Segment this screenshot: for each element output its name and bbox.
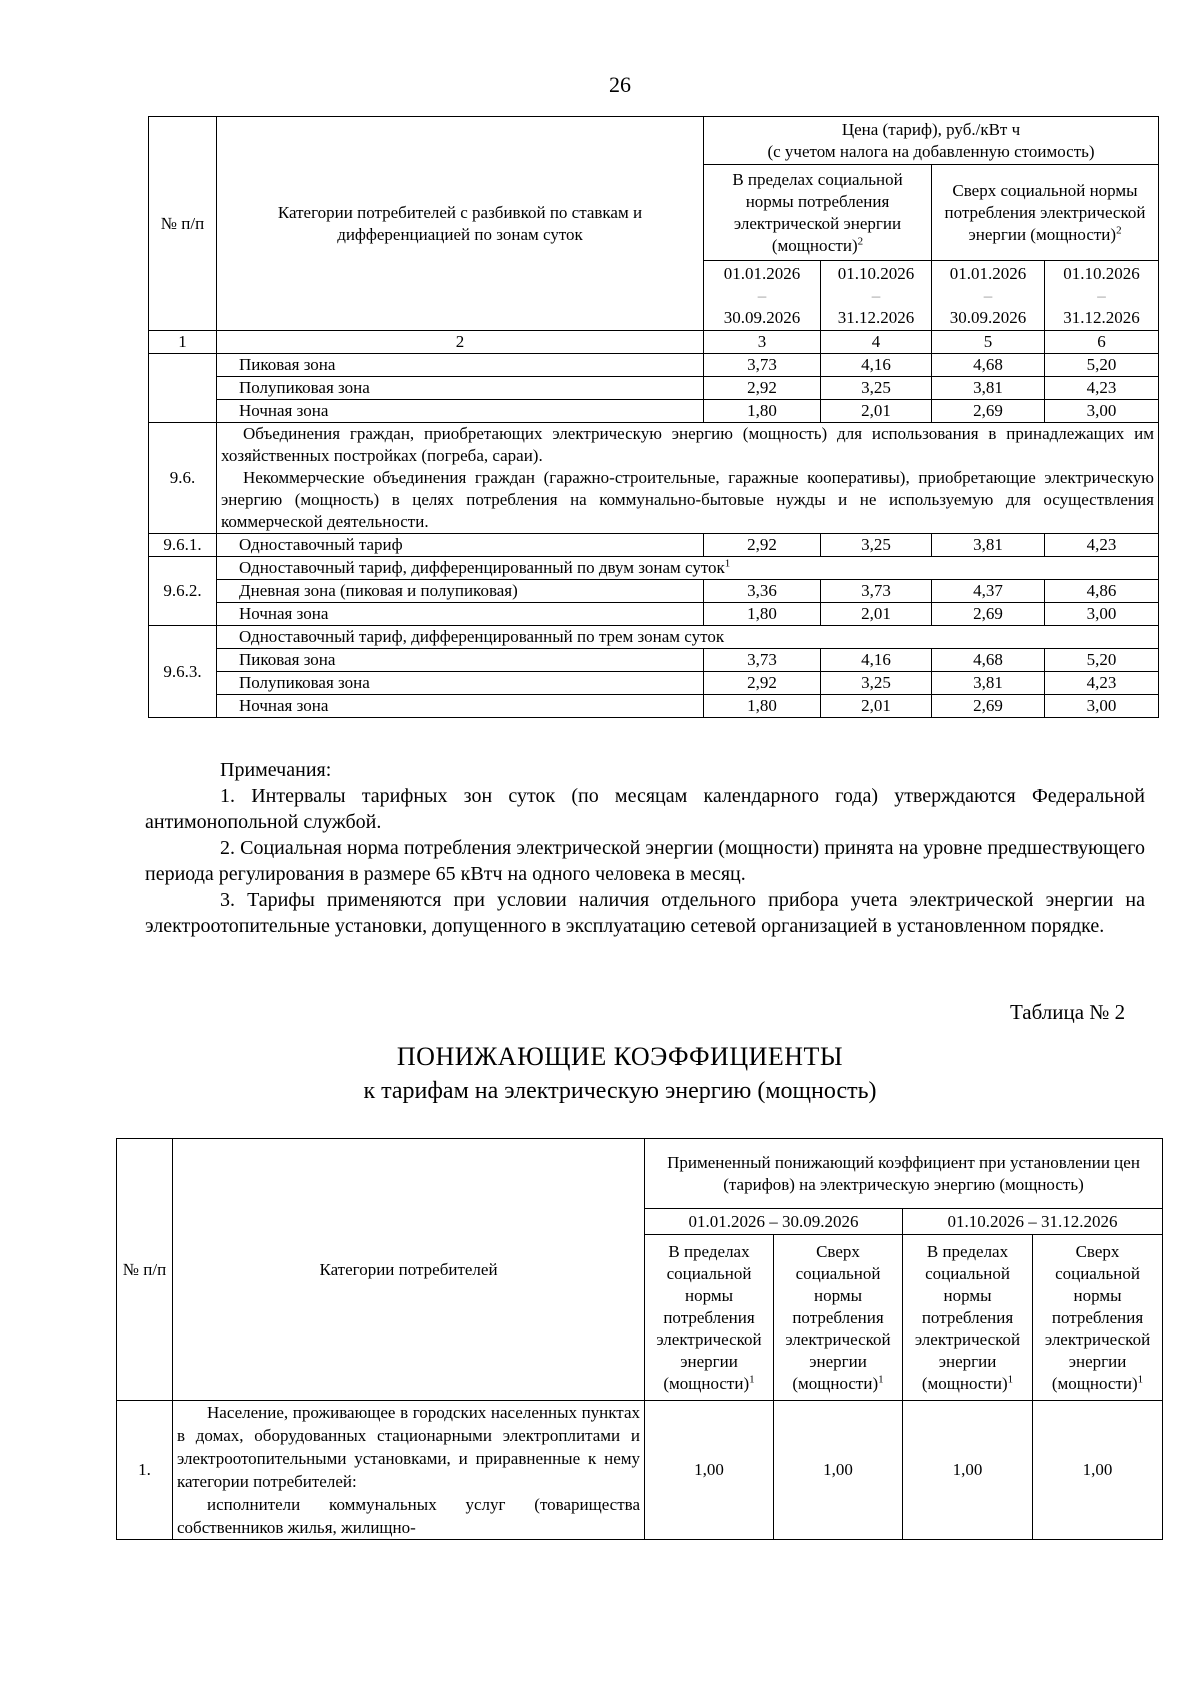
value-cell: 2,01 bbox=[821, 695, 932, 718]
row-label: Полупиковая зона bbox=[217, 672, 704, 695]
value-cell: 3,00 bbox=[1045, 603, 1159, 626]
value-cell: 3,73 bbox=[704, 354, 821, 377]
price-header-line2: (с учетом налога на добавленную стоимость) bbox=[767, 141, 1095, 161]
price-header bbox=[704, 117, 1159, 165]
footnote-marker: 1 bbox=[724, 557, 731, 570]
value-cell: 3,00 bbox=[1045, 400, 1159, 423]
row-number: 9.6. bbox=[149, 423, 217, 534]
row-label: Дневная зона (пиковая и полупиковая) bbox=[217, 580, 704, 603]
table-row bbox=[149, 603, 1159, 626]
period-header bbox=[1045, 261, 1159, 331]
value-cell: 4,16 bbox=[821, 354, 932, 377]
period-header bbox=[704, 261, 821, 331]
period-end: 31.12.2026 bbox=[1063, 307, 1140, 327]
within-norm-header bbox=[645, 1235, 774, 1401]
subsection-head-text: Одноставочный тариф, дифференцированный по двум зонам суток bbox=[239, 558, 725, 577]
page-number: 26 bbox=[609, 72, 631, 97]
section-description bbox=[217, 423, 1159, 534]
value-cell: 3,81 bbox=[932, 377, 1045, 400]
value-cell: 3,25 bbox=[821, 377, 932, 400]
col-number: 3 bbox=[704, 331, 821, 354]
row-label: Полупиковая зона bbox=[217, 377, 704, 400]
period-header: 01.01.2026 – 30.09.2026 bbox=[645, 1209, 903, 1235]
value-cell: 4,37 bbox=[932, 580, 1045, 603]
period-dash: – bbox=[983, 285, 993, 305]
section-row bbox=[149, 423, 1159, 534]
row-number: 9.6.2. bbox=[149, 557, 217, 626]
tariff-table bbox=[148, 116, 1159, 718]
above-norm-header bbox=[1033, 1235, 1163, 1401]
value-cell: 2,69 bbox=[932, 695, 1045, 718]
subsection-head: Одноставочный тариф, дифференцированный по трем зонам суток bbox=[217, 626, 1159, 649]
notes-heading: Примечания: bbox=[220, 759, 332, 781]
table-row bbox=[149, 354, 1159, 377]
price-header-line1: Цена (тариф), руб./кВт ч bbox=[841, 119, 1021, 139]
value-cell: 3,81 bbox=[932, 672, 1045, 695]
value-cell: 5,20 bbox=[1045, 354, 1159, 377]
row-label: Пиковая зона bbox=[217, 649, 704, 672]
col-no-header: № п/п bbox=[117, 1139, 173, 1401]
value-cell: 2,92 bbox=[704, 534, 821, 557]
footnote-marker: 1 bbox=[749, 1372, 755, 1385]
above-norm-header bbox=[932, 165, 1159, 261]
above-norm-text: Сверх социальной нормы потребления электрической энергии (мощности) bbox=[785, 1241, 891, 1393]
table-row bbox=[149, 695, 1159, 718]
value-cell: 4,68 bbox=[932, 354, 1045, 377]
above-norm-header bbox=[774, 1235, 903, 1401]
note-1: 1. Интервалы тарифных зон суток (по месяцам календарного года) утверждаются Федеральной антимонопольной службой. bbox=[145, 785, 1145, 833]
value-cell: 3,25 bbox=[821, 534, 932, 557]
within-norm-header bbox=[704, 165, 932, 261]
note-3: 3. Тарифы применяются при условии наличия отдельного прибора учета электрической энергии на электроотопительные установки, допущенного в эксплуатацию сетевой организацией в установленном порядке. bbox=[145, 889, 1145, 937]
row-text: Население, проживающее в городских населенных пунктах в домах, оборудованных стационарными электроплитами и электроотопительными установками, и приравненные к нему категории потребителей: bbox=[177, 1403, 640, 1491]
row-number: 9.6.1. bbox=[149, 534, 217, 557]
col-no-header: № п/п bbox=[149, 117, 217, 331]
col-number: 2 bbox=[217, 331, 704, 354]
section-text: Некоммерческие объединения граждан (гаражно-строительные, гаражные кооперативы), приобретающие электрическую энергию (мощность) в целях потребления на коммунально-бытовые нужды и не используемую для осуществления коммерческой деятельности. bbox=[221, 468, 1154, 531]
footnote-marker: 2 bbox=[857, 234, 864, 247]
table-2-subtitle: к тарифам на электрическую энергию (мощность) bbox=[363, 1078, 877, 1104]
col-number: 6 bbox=[1045, 331, 1159, 354]
table-row bbox=[149, 534, 1159, 557]
table-row bbox=[117, 1401, 1163, 1540]
above-norm-text: Сверх социальной нормы потребления электрической энергии (мощности) bbox=[1044, 1241, 1151, 1393]
row-label: Ночная зона bbox=[217, 603, 704, 626]
value-cell: 1,80 bbox=[704, 400, 821, 423]
value-cell: 1,00 bbox=[645, 1401, 774, 1540]
value-cell: 5,20 bbox=[1045, 649, 1159, 672]
value-cell: 2,69 bbox=[932, 603, 1045, 626]
value-cell: 3,00 bbox=[1045, 695, 1159, 718]
period-end: 30.09.2026 bbox=[723, 307, 801, 327]
period-start: 01.10.2026 bbox=[1063, 263, 1140, 283]
footnote-marker: 1 bbox=[1137, 1372, 1144, 1385]
row-label: Ночная зона bbox=[217, 400, 704, 423]
value-cell: 4,86 bbox=[1045, 580, 1159, 603]
row-label: Ночная зона bbox=[217, 695, 704, 718]
subsection-head-row bbox=[149, 626, 1159, 649]
table-row bbox=[149, 377, 1159, 400]
within-norm-text: В пределах социальной нормы потребления электрической энергии (мощности) bbox=[732, 169, 903, 255]
value-cell: 3,73 bbox=[821, 580, 932, 603]
value-cell: 3,73 bbox=[704, 649, 821, 672]
period-dash: – bbox=[871, 285, 881, 305]
footnote-marker: 1 bbox=[878, 1372, 884, 1385]
coef-header: Примененный понижающий коэффициент при установлении цен (тарифов) на электрическую энергию (мощность) bbox=[645, 1139, 1163, 1209]
table-row bbox=[149, 580, 1159, 603]
value-cell: 1,00 bbox=[1033, 1401, 1163, 1540]
table-row bbox=[149, 649, 1159, 672]
value-cell: 3,81 bbox=[932, 534, 1045, 557]
value-cell: 4,23 bbox=[1045, 534, 1159, 557]
table-row bbox=[149, 672, 1159, 695]
period-start: 01.01.2026 bbox=[949, 263, 1027, 283]
note-2: 2. Социальная норма потребления электрической энергии (мощности) принята на уровне предшествующего периода регулирования в размере 65 кВтч на одного человека в месяц. bbox=[145, 837, 1145, 885]
empty-number-cell bbox=[149, 354, 217, 423]
value-cell: 1,80 bbox=[704, 695, 821, 718]
value-cell: 1,00 bbox=[774, 1401, 903, 1540]
table-2-title: ПОНИЖАЮЩИЕ КОЭФФИЦИЕНТЫ bbox=[396, 1042, 844, 1071]
table-row bbox=[149, 400, 1159, 423]
coefficient-table bbox=[116, 1138, 1163, 1540]
row-text: исполнители коммунальных услуг (товарищества собственников жилья, жилищно- bbox=[177, 1495, 640, 1537]
footnote-marker: 1 bbox=[1007, 1372, 1014, 1385]
period-end: 30.09.2026 bbox=[949, 307, 1027, 327]
value-cell: 2,01 bbox=[821, 603, 932, 626]
value-cell: 3,36 bbox=[704, 580, 821, 603]
footnote-marker: 2 bbox=[1116, 223, 1122, 236]
period-header bbox=[821, 261, 932, 331]
col-number: 5 bbox=[932, 331, 1045, 354]
above-norm-text: Сверх социальной нормы потребления электрической энергии (мощности) bbox=[944, 180, 1146, 244]
within-norm-text: В пределах социальной нормы потребления электрической энергии (мощности) bbox=[656, 1241, 762, 1393]
value-cell: 4,23 bbox=[1045, 377, 1159, 400]
period-header bbox=[932, 261, 1045, 331]
col-number: 1 bbox=[149, 331, 217, 354]
row-description bbox=[173, 1401, 645, 1540]
value-cell: 2,69 bbox=[932, 400, 1045, 423]
subsection-head-row bbox=[149, 557, 1159, 580]
period-dash: – bbox=[1097, 285, 1106, 305]
row-label: Одноставочный тариф bbox=[217, 534, 704, 557]
row-number: 9.6.3. bbox=[149, 626, 217, 718]
value-cell: 4,23 bbox=[1045, 672, 1159, 695]
col-number: 4 bbox=[821, 331, 932, 354]
value-cell: 2,92 bbox=[704, 377, 821, 400]
row-number: 1. bbox=[117, 1401, 173, 1540]
col-category-header: Категории потребителей bbox=[173, 1139, 645, 1401]
value-cell: 1,80 bbox=[704, 603, 821, 626]
value-cell: 2,92 bbox=[704, 672, 821, 695]
period-dash: – bbox=[757, 285, 767, 305]
period-header: 01.10.2026 – 31.12.2026 bbox=[903, 1209, 1163, 1235]
period-end: 31.12.2026 bbox=[837, 307, 915, 327]
value-cell: 1,00 bbox=[903, 1401, 1033, 1540]
col-category-header: Категории потребителей с разбивкой по ставкам и дифференциацией по зонам суток bbox=[217, 117, 704, 331]
section-text: Объединения граждан, приобретающих электрическую энергию (мощность) для использования в принадлежащих им хозяйственных постройках (погреба, сараи). bbox=[221, 424, 1154, 465]
within-norm-header bbox=[903, 1235, 1033, 1401]
row-label: Пиковая зона bbox=[217, 354, 704, 377]
period-start: 01.01.2026 bbox=[723, 263, 801, 283]
period-start: 01.10.2026 bbox=[837, 263, 915, 283]
subsection-head bbox=[217, 557, 1159, 580]
value-cell: 2,01 bbox=[821, 400, 932, 423]
notes bbox=[145, 757, 1145, 939]
table-2-label: Таблица № 2 bbox=[1010, 1000, 1126, 1024]
value-cell: 3,25 bbox=[821, 672, 932, 695]
value-cell: 4,68 bbox=[932, 649, 1045, 672]
value-cell: 4,16 bbox=[821, 649, 932, 672]
within-norm-text: В пределах социальной нормы потребления электрической энергии (мощности) bbox=[914, 1241, 1021, 1393]
